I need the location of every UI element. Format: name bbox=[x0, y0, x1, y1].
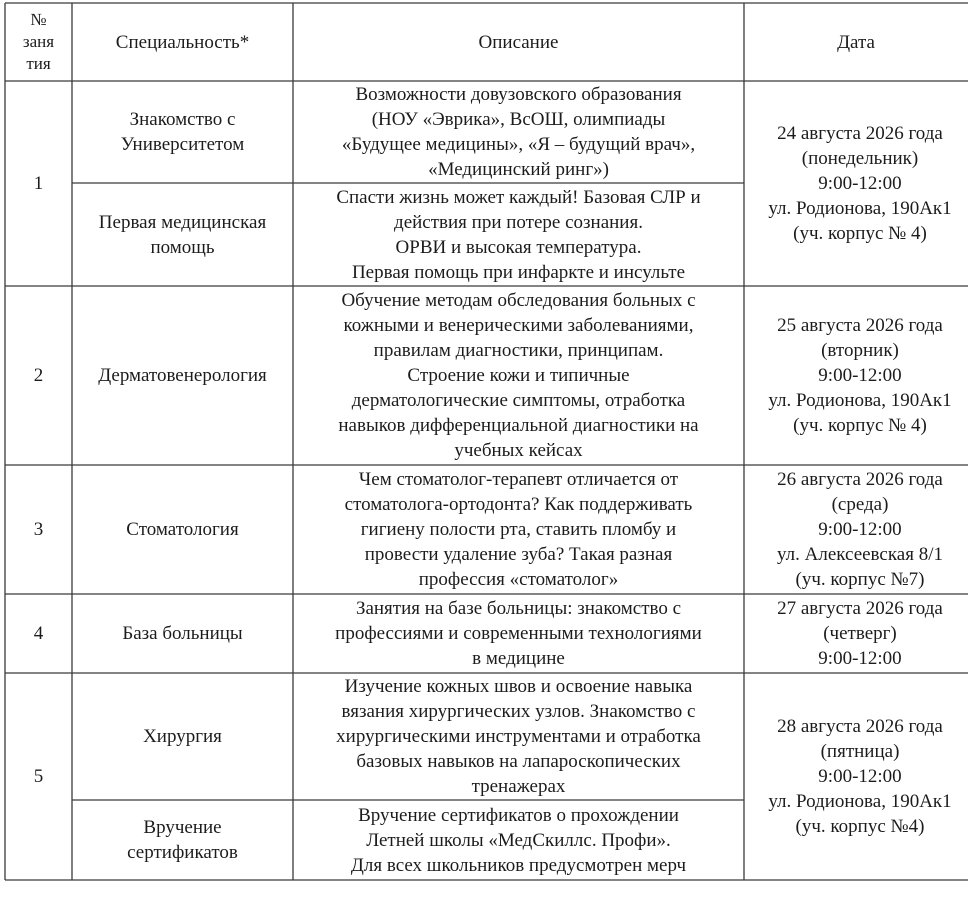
description-line: «Будущее медицины», «Я – будущий врач», bbox=[341, 134, 696, 155]
specialty-line: сертификатов bbox=[127, 842, 238, 863]
description-line: в медицине bbox=[472, 648, 565, 669]
row-3-description bbox=[293, 465, 744, 594]
description-line: дерматологические симптомы, отработка bbox=[351, 390, 686, 411]
description-line: «Медицинский ринг») bbox=[428, 159, 609, 180]
description-line: Летней школы «МедСкиллс. Профи». bbox=[366, 829, 671, 851]
specialty-line: Университетом bbox=[120, 134, 245, 155]
description-line: действия при потере сознания. bbox=[394, 211, 643, 233]
date-line: (уч. корпус № 4) bbox=[793, 223, 927, 244]
specialty-line: Вручение bbox=[143, 817, 222, 838]
date-line: (уч. корпус №7) bbox=[795, 569, 925, 590]
row-1a-specialty bbox=[72, 81, 293, 183]
row-1-num bbox=[5, 81, 72, 286]
row-2-specialty bbox=[72, 286, 293, 465]
row-5b-description bbox=[293, 800, 744, 880]
date-line: (пятница) bbox=[820, 741, 900, 762]
date-line: 9:00-12:00 bbox=[818, 173, 902, 194]
row-1b-description bbox=[293, 183, 744, 286]
row-5a-specialty bbox=[72, 673, 293, 800]
description-line: хирургическими инструментами и отработка bbox=[336, 726, 701, 747]
specialty-line: База больницы bbox=[122, 623, 243, 644]
specialty-line: помощь bbox=[150, 236, 215, 258]
date-line: 25 августа 2026 года bbox=[777, 315, 943, 336]
specialty-line: Первая медицинская bbox=[98, 211, 267, 233]
description-line: учебных кейсах bbox=[454, 440, 583, 461]
description-line: кожными и венерическими заболеваниями, bbox=[343, 315, 694, 336]
lesson-number: 5 bbox=[33, 766, 44, 787]
header-date-label: Дата bbox=[837, 31, 875, 53]
lesson-number: 2 bbox=[33, 365, 44, 386]
date-line: (вторник) bbox=[821, 340, 899, 361]
description-line: Обучение методам обследования больных с bbox=[341, 290, 696, 311]
header-description bbox=[293, 3, 744, 81]
header-specialty-label: Специальность* bbox=[115, 31, 250, 53]
header-num-line: тия bbox=[26, 54, 51, 73]
lesson-number: 1 bbox=[33, 173, 44, 194]
date-line: (понедельник) bbox=[801, 148, 919, 169]
row-1-date bbox=[744, 81, 968, 286]
specialty-line: Дерматовенерология bbox=[98, 365, 267, 386]
description-line: ОРВИ и высокая температура. bbox=[395, 236, 642, 258]
date-line: 27 августа 2026 года bbox=[777, 598, 943, 619]
header-specialty bbox=[72, 3, 293, 81]
date-line: 24 августа 2026 года bbox=[777, 123, 943, 144]
date-line: 9:00-12:00 bbox=[818, 365, 902, 386]
row-4-num bbox=[5, 594, 72, 673]
date-line: 9:00-12:00 bbox=[818, 648, 902, 669]
date-line: (уч. корпус № 4) bbox=[793, 415, 927, 436]
header-description-label: Описание bbox=[478, 31, 559, 53]
description-line: (НОУ «Эврика», ВсОШ, олимпиады bbox=[371, 109, 666, 130]
description-line: Изучение кожных швов и освоение навыка bbox=[344, 676, 693, 697]
header-num-line: заня bbox=[22, 32, 55, 51]
row-3-num bbox=[5, 465, 72, 594]
row-1b-specialty bbox=[72, 183, 293, 286]
date-line: ул. Родионова, 190Ак1 bbox=[768, 198, 952, 219]
description-line: правилам диагностики, принципам. bbox=[373, 340, 664, 361]
description-line: стоматолога-ортодонта? Как поддерживать bbox=[344, 494, 693, 515]
specialty-line: Стоматология bbox=[126, 519, 239, 540]
date-line: ул. Родионова, 190Ак1 bbox=[768, 791, 952, 812]
date-line: ул. Родионова, 190Ак1 bbox=[768, 390, 952, 411]
description-line: вязания хирургических узлов. Знакомство с bbox=[341, 701, 696, 722]
description-line: провести удаление зуба? Такая разная bbox=[364, 544, 673, 565]
row-1a-description bbox=[293, 81, 744, 183]
description-line: Возможности довузовского образования bbox=[355, 84, 682, 105]
header-num-line: № bbox=[30, 10, 47, 29]
date-line: (среда) bbox=[831, 494, 889, 515]
date-line: 28 августа 2026 года bbox=[777, 716, 943, 737]
row-5-num bbox=[5, 673, 72, 880]
description-line: Строение кожи и типичные bbox=[407, 365, 630, 386]
row-2-num bbox=[5, 286, 72, 465]
lesson-number: 4 bbox=[33, 623, 44, 644]
description-line: Для всех школьников предусмотрен мерч bbox=[350, 854, 687, 876]
description-line: гигиену полости рта, ставить пломбу и bbox=[360, 519, 677, 540]
description-line: тренажерах bbox=[471, 776, 566, 797]
row-3-date bbox=[744, 465, 968, 594]
description-line: Вручение сертификатов о прохождении bbox=[358, 804, 679, 826]
header-num bbox=[5, 3, 72, 81]
row-5a-description bbox=[293, 673, 744, 800]
specialty-line: Хирургия bbox=[143, 726, 222, 747]
description-line: профессиями и современными технологиями bbox=[335, 623, 702, 644]
description-line: Занятия на базе больницы: знакомство с bbox=[355, 598, 682, 619]
row-4-specialty bbox=[72, 594, 293, 673]
row-4-description bbox=[293, 594, 744, 673]
row-2-date bbox=[744, 286, 968, 465]
description-line: базовых навыков на лапароскопических bbox=[356, 751, 681, 772]
specialty-line: Знакомство с bbox=[129, 109, 236, 130]
date-line: (четверг) bbox=[823, 623, 897, 644]
row-5b-specialty bbox=[72, 800, 293, 880]
lesson-number: 3 bbox=[33, 519, 44, 540]
date-line: (уч. корпус №4) bbox=[795, 816, 925, 837]
date-line: ул. Алексеевская 8/1 bbox=[776, 544, 943, 565]
row-5-date bbox=[744, 673, 968, 880]
row-2-description bbox=[293, 286, 744, 465]
description-line: Чем стоматолог-терапевт отличается от bbox=[358, 469, 679, 490]
description-line: Первая помощь при инфаркте и инсульте bbox=[351, 261, 686, 283]
date-line: 9:00-12:00 bbox=[818, 766, 902, 787]
date-line: 26 августа 2026 года bbox=[777, 469, 943, 490]
description-line: навыков дифференциальной диагностики на bbox=[338, 415, 699, 436]
row-4-date bbox=[744, 594, 968, 673]
description-line: Спасти жизнь может каждый! Базовая СЛР и bbox=[336, 186, 701, 208]
row-3-specialty bbox=[72, 465, 293, 594]
date-line: 9:00-12:00 bbox=[818, 519, 902, 540]
header-date bbox=[744, 3, 968, 81]
description-line: профессия «стоматолог» bbox=[418, 569, 619, 590]
